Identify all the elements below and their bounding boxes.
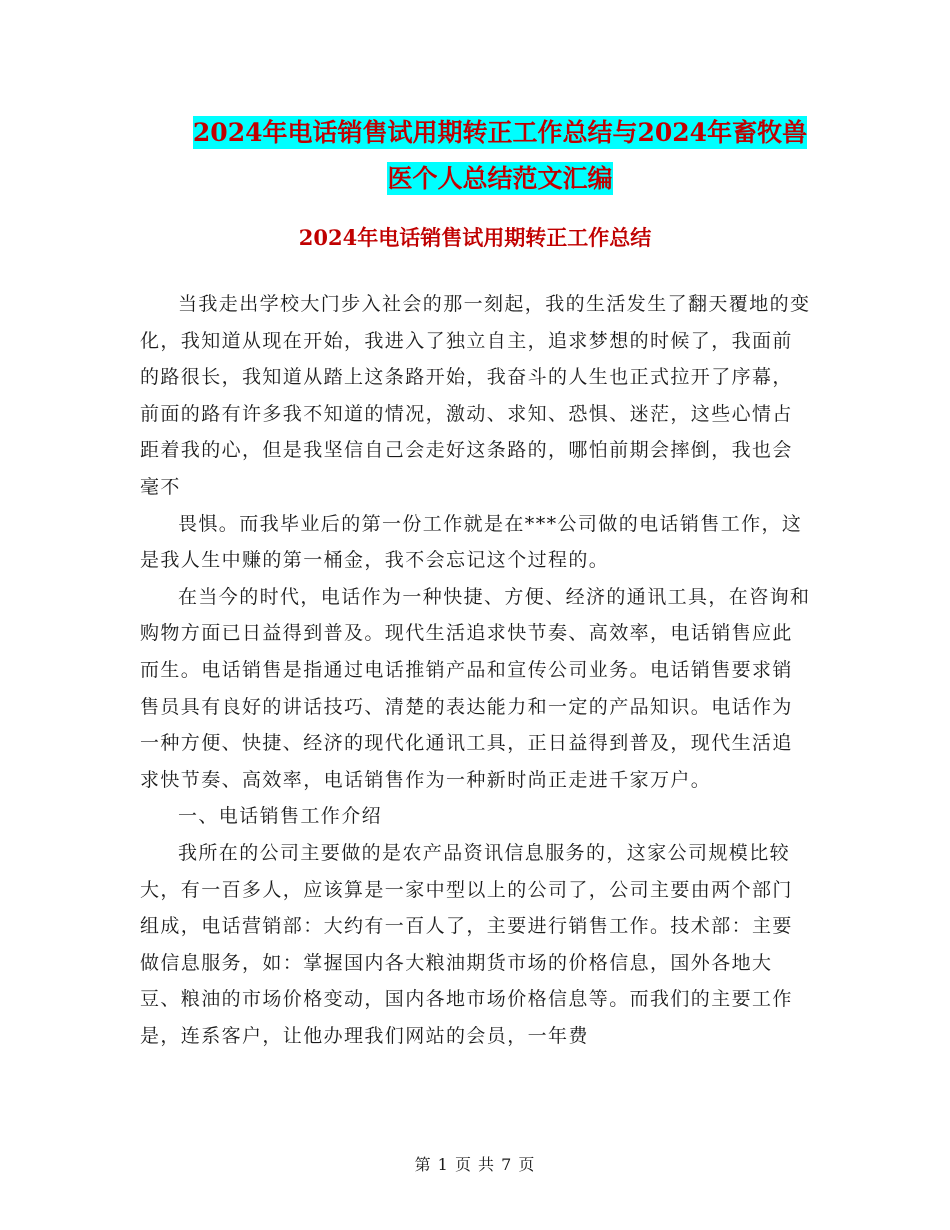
paragraph: 畏惧。而我毕业后的第一份工作就是在***公司做的电话销售工作，这是我人生中赚的第一桶金，我不会忘记这个过程的。 bbox=[140, 512, 803, 572]
paragraph: 我所在的公司主要做的是农产品资讯信息服务的，这家公司规模比较大，有一百多人，应该算是一家中型以上的公司了，公司主要由两个部门组成，电话营销部：大约有一百人了，主要进行销售工作。技术部：主要做信息服务，如：掌握国内各大粮油期货市场的价格信息，国外各地大豆、粮油的市场价格变动，国内各地市场价格信息等。而我们的主要工作是，连系客户，让他办理我们网站的会员，一年费 bbox=[140, 841, 793, 1047]
section-title: 2024年电话销售试用期转正工作总结 bbox=[298, 225, 652, 250]
title-line-2: 医个人总结范文汇编 bbox=[387, 164, 613, 193]
title-line-1: 2024年电话销售试用期转正工作总结与2024年畜牧兽 bbox=[192, 118, 808, 147]
paragraph: 当我走出学校大门步入社会的那一刻起，我的生活发生了翻天覆地的变化，我知道从现在开始，我进入了独立自主，追求梦想的时候了，我面前的路很长，我知道从踏上这条路开始，我奋斗的人生也正式拉开了序幕，前面的路有许多我不知道的情况，激动、求知、恐惧、迷茫，这些心情占距着我的心，但是我坚信自己会走好这条路的，哪怕前期会摔倒，我也会毫不 bbox=[140, 293, 811, 498]
section-heading: 一、电话销售工作介绍 bbox=[178, 805, 383, 828]
paragraph: 在当今的时代，电话作为一种快捷、方便、经济的通讯工具，在咨询和购物方面已日益得到普及。现代生活追求快节奏、高效率，电话销售应此而生。电话销售是指通过电话推销产品和宣传公司业务。电话销售要求销售员具有良好的讲话技巧、清楚的表达能力和一定的产品知识。电话作为一种方便、快捷、经济的现代化通讯工具，正日益得到普及，现代生活追求快节奏、高效率，电话销售作为一种新时尚正走进千家万户。 bbox=[140, 585, 811, 791]
document-body bbox=[140, 286, 812, 1054]
page-footer: 第 1 页 共 7 页 bbox=[414, 1155, 536, 1174]
document-title bbox=[140, 110, 860, 202]
